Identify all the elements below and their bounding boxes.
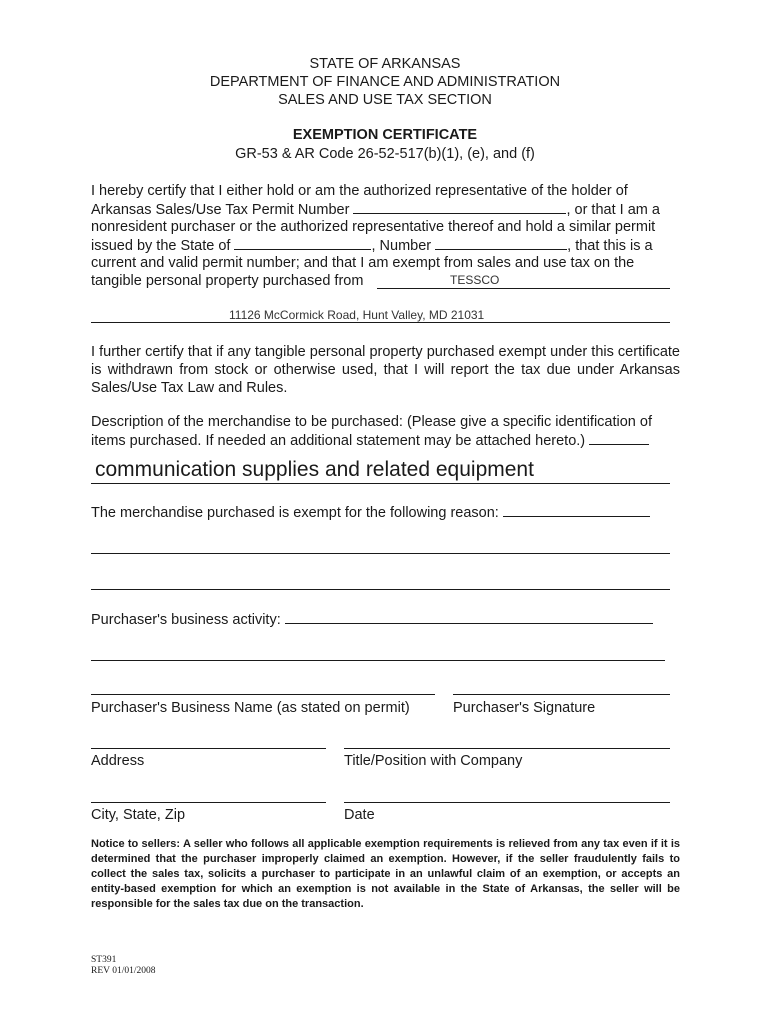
certify-line-3: nonresident purchaser or the authorized representative thereof and hold a similar permit	[91, 219, 656, 235]
date-label: Date	[344, 807, 375, 823]
address-line[interactable]	[91, 748, 326, 749]
certify-line-4	[91, 236, 680, 254]
header-department: DEPARTMENT OF FINANCE AND ADMINISTRATION	[209, 74, 561, 90]
description-line-2-text: items purchased. If needed an additional statement may be attached hereto.)	[91, 433, 586, 449]
description-value: communication supplies and related equipment	[95, 458, 534, 481]
state-permit-number-field[interactable]	[435, 236, 567, 250]
header-section: SALES AND USE TAX SECTION	[278, 92, 492, 108]
city-state-zip-line[interactable]	[91, 802, 326, 803]
city-state-zip-label: City, State, Zip	[91, 807, 186, 823]
form-number: ST391	[91, 955, 117, 965]
title-position-line[interactable]	[344, 748, 670, 749]
certify-line-4-number: , Number	[371, 238, 432, 254]
certify-line-6-text: tangible personal property purchased from	[91, 273, 364, 289]
activity-line-2[interactable]	[91, 660, 665, 661]
certify-line-1: I hereby certify that I either hold or am the authorized representative of the holder of	[91, 183, 628, 199]
activity-row	[91, 610, 680, 628]
certify-line-4-tail: , that this is a	[567, 238, 653, 254]
further-certify-paragraph: I further certify that if any tangible personal property purchased exempt under this certificate is withdrawn from stock or otherwise used, that I will report the tax due under Arkansas Sales/Use Tax Law and Rules.	[91, 344, 680, 396]
activity-label: Purchaser's business activity:	[91, 612, 281, 628]
certify-line-4-text: issued by the State of	[91, 238, 231, 254]
vendor-name-value: TESSCO	[450, 273, 500, 287]
address-label: Address	[91, 753, 145, 769]
certify-line-2-tail: , or that I am a	[566, 202, 660, 218]
form-subtitle: GR-53 & AR Code 26-52-517(b)(1), (e), and (f)	[235, 146, 535, 162]
vendor-name-line[interactable]	[377, 288, 670, 289]
reason-row	[91, 503, 680, 521]
form-revision: REV 01/01/2008	[91, 966, 156, 976]
notice-to-sellers: Notice to sellers: A seller who follows all applicable exemption requirements is relieved from any tax even if it is determined that the purchaser improperly claimed an exemption. However, if the seller fraudulently fails to collect the sales tax, solicits a purchaser to participate in an unlawful claim of an exemption, or accepts an entity-based exemption for which an exemption is not available in the State of Arkansas, the seller will be responsible for the sales tax due on the transaction.	[91, 838, 680, 910]
vendor-address-value: 11126 McCormick Road, Hunt Valley, MD 21031	[229, 308, 485, 322]
vendor-address-line[interactable]	[91, 322, 670, 323]
description-attached-field[interactable]	[589, 431, 649, 445]
business-name-line[interactable]	[91, 694, 435, 695]
title-position-label: Title/Position with Company	[344, 753, 523, 769]
signature-label: Purchaser's Signature	[453, 700, 596, 716]
reason-line-2[interactable]	[91, 553, 670, 554]
issuing-state-field[interactable]	[234, 236, 371, 250]
certify-line-5: current and valid permit number; and that I am exempt from sales and use tax on the	[91, 255, 635, 271]
permit-number-field[interactable]	[353, 200, 566, 214]
certify-line-2	[91, 200, 680, 218]
date-line[interactable]	[344, 802, 670, 803]
reason-line-3[interactable]	[91, 589, 670, 590]
business-name-label: Purchaser's Business Name (as stated on permit)	[91, 700, 410, 716]
reason-field[interactable]	[503, 503, 650, 517]
header-state: STATE OF ARKANSAS	[309, 56, 461, 72]
signature-line[interactable]	[453, 694, 670, 695]
reason-label: The merchandise purchased is exempt for the following reason:	[91, 505, 499, 521]
description-line-1: Description of the merchandise to be purchased: (Please give a specific identification of	[91, 414, 652, 430]
description-line-2	[91, 431, 680, 449]
form-title: EXEMPTION CERTIFICATE	[292, 127, 478, 143]
certify-line-2-text: Arkansas Sales/Use Tax Permit Number	[91, 202, 350, 218]
description-line[interactable]	[91, 483, 670, 484]
activity-field[interactable]	[285, 610, 653, 624]
